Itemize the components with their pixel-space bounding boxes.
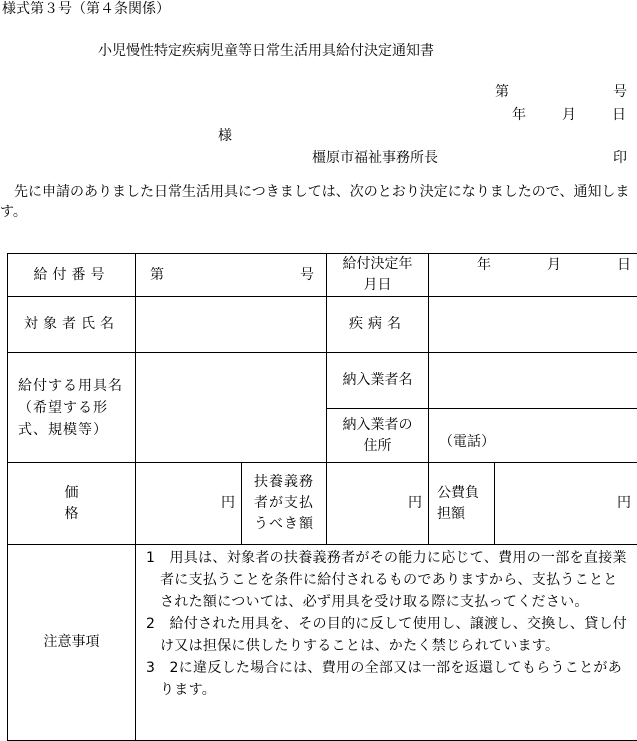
guardian-payment-label: 扶養義務者が支払うべき額 — [242, 463, 327, 545]
decision-table — [7, 253, 637, 741]
supplier-name-value — [429, 353, 637, 409]
price-label: 価格 — [8, 463, 136, 545]
supplier-address-label: 納入業者の住所 — [327, 409, 429, 463]
document-title: 小児慢性特定疾病児童等日常生活用具給付決定通知書 — [98, 42, 434, 60]
number-prefix: 第 — [495, 83, 509, 101]
decision-date-label: 給付決定年月日 — [327, 254, 429, 297]
number-suffix: 号 — [613, 83, 627, 101]
guardian-payment-yen: 円 — [327, 463, 429, 545]
seal-mark: 印 — [613, 149, 627, 167]
price-yen: 円 — [136, 463, 242, 545]
addressee-suffix: 様 — [218, 127, 232, 145]
equipment-name-value — [136, 353, 327, 463]
disease-name-value — [429, 297, 637, 353]
note-item: 2 給付された用具を、その目的に反して使用し、譲渡し、交換し、貸し付け又は担保に供したりすることは、かたく禁じられています。 — [146, 613, 631, 657]
notes-cell — [136, 545, 637, 741]
recipient-name-label: 対象者氏名 — [8, 297, 136, 353]
grant-number-prefix: 第 — [150, 265, 164, 286]
form-number-header: 様式第３号（第４条関係） — [2, 0, 170, 18]
recipient-name-value — [136, 297, 327, 353]
decision-date-value: 年 月 日 — [429, 254, 637, 297]
supplier-name-label: 納入業者名 — [327, 353, 429, 409]
grant-number-cell — [136, 254, 327, 297]
intro-paragraph: 先に申請のありました日常生活用具につきましては、次のとおり決定になりましたので、通知します。 — [0, 182, 637, 222]
grant-number-suffix: 号 — [300, 265, 314, 286]
day-label: 日 — [612, 106, 626, 124]
public-burden-yen: 円 — [495, 463, 637, 545]
supplier-phone-label: （電話） — [429, 409, 637, 463]
disease-name-label: 疾病名 — [327, 297, 429, 353]
year-label: 年 — [512, 106, 526, 124]
grant-number-label: 給付番号 — [8, 254, 136, 297]
public-burden-label: 公費負担額 — [429, 463, 495, 545]
note-item: 3 2に違反した場合には、費用の全部又は一部を返還してもらうことがあります。 — [146, 657, 631, 701]
note-item: 1 用具は、対象者の扶養義務者がその能力に応じて、費用の一部を直接業者に支払うことを条件に給付されるものでありますから、支払うこととされた額については、必ず用具を受け取る際に支払ってください。 — [146, 547, 631, 613]
issuer-name: 橿原市福祉事務所長 — [312, 149, 438, 167]
month-label: 月 — [562, 106, 576, 124]
notes-label: 注意事項 — [8, 545, 136, 741]
notes-list — [146, 547, 631, 701]
equipment-name-label: 給付する用具名（希望する形式、規模等） — [8, 353, 136, 463]
